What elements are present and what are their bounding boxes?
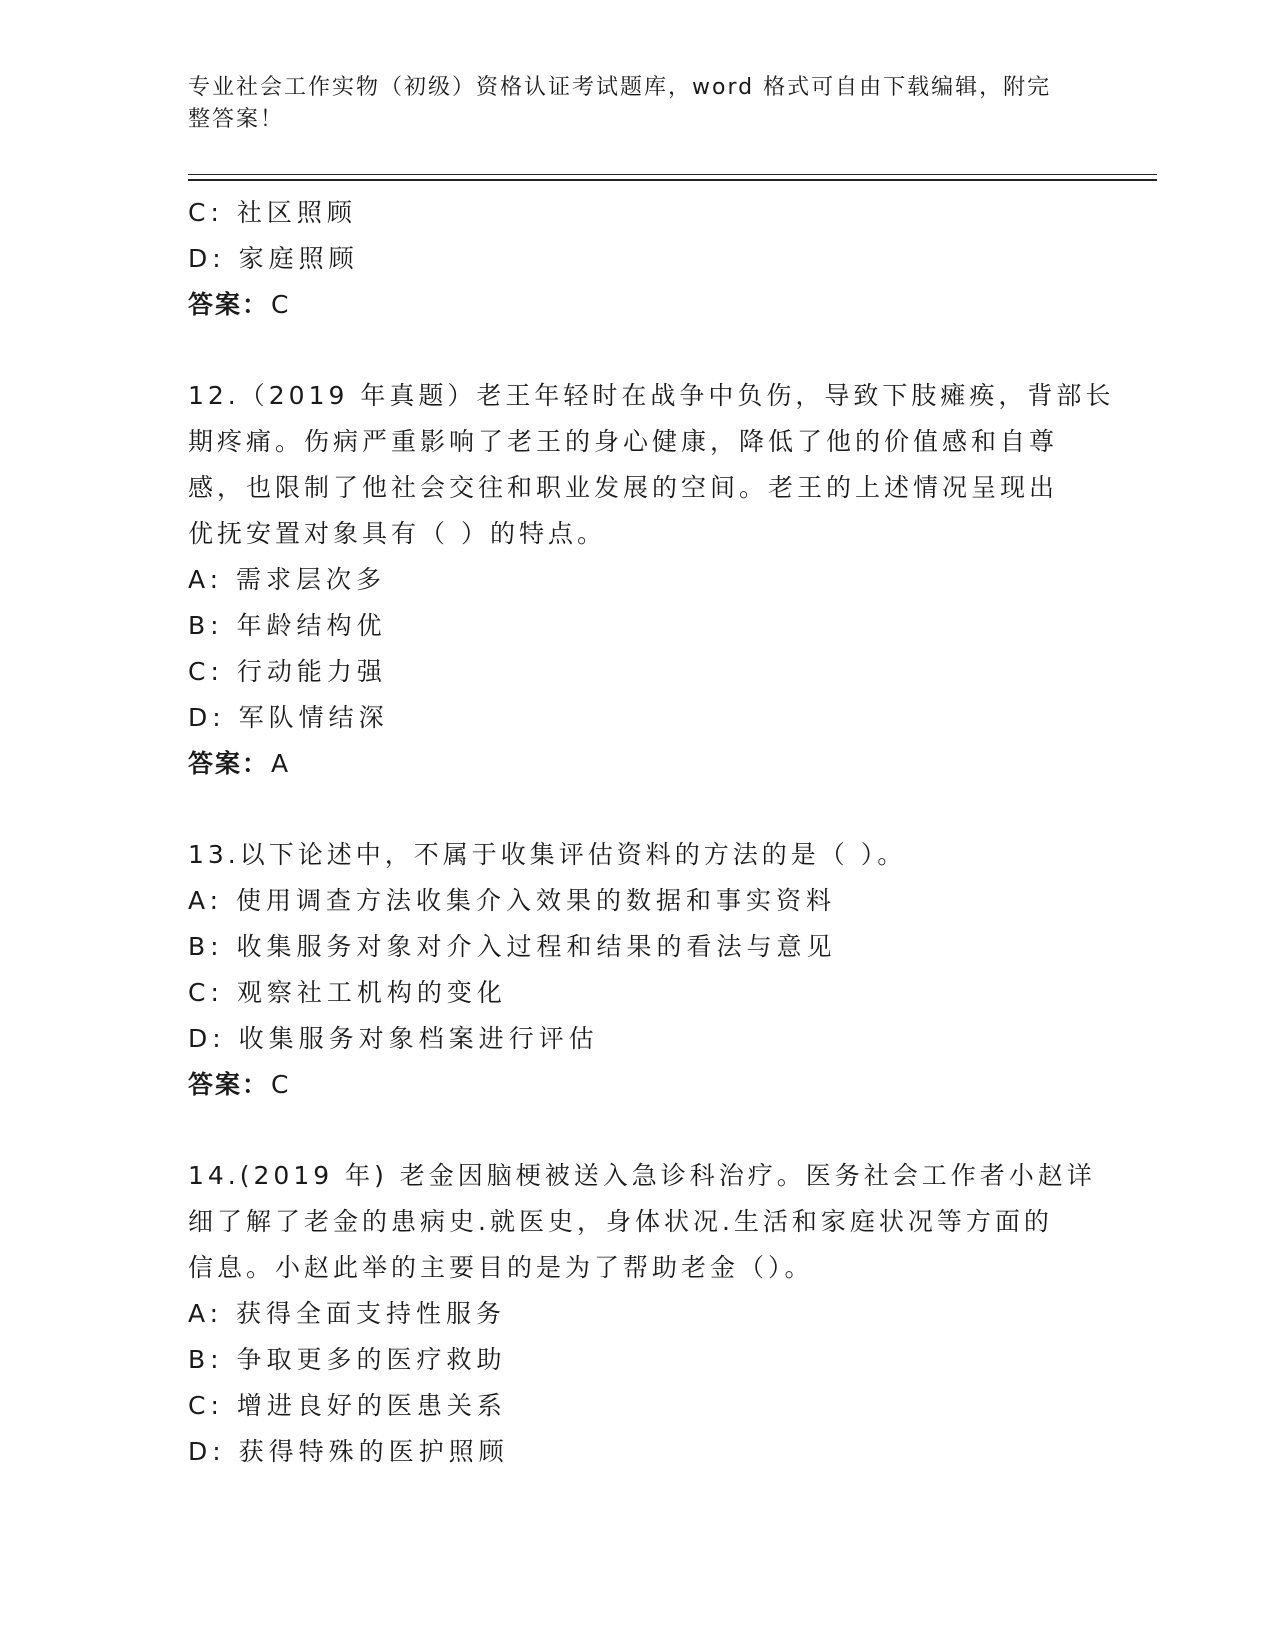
question-line: 感，也限制了他社会交往和职业发展的空间。老王的上述情况呈现出 (188, 473, 1059, 502)
option-b: B: 争取更多的医疗救助 (188, 1345, 507, 1374)
question-13 (188, 832, 1088, 1108)
answer-line (188, 741, 1088, 787)
header-divider-thin (188, 174, 1157, 175)
option-c: C: 社区照顾 (188, 198, 357, 227)
question-line: 14.(2019 年) 老金因脑梗被送入急诊科治疗。医务社会工作者小赵详 (188, 1161, 1096, 1190)
header-line-2: 整答案！ (188, 107, 285, 132)
question-text (188, 832, 1088, 878)
question-line: 13.以下论述中，不属于收集评估资料的方法的是（ ）。 (188, 840, 907, 869)
answer-value: C (271, 290, 291, 319)
question-line: 12.（2019 年真题）老王年轻时在战争中负伤，导致下肢瘫痪，背部长 (188, 381, 1115, 410)
answer-line (188, 1062, 1088, 1108)
spacer (188, 1108, 1088, 1153)
option-b: B: 年龄结构优 (188, 611, 387, 640)
option-d: D: 获得特殊的医护照顾 (188, 1437, 509, 1466)
question-12 (188, 373, 1115, 787)
option-c: C: 观察社工机构的变化 (188, 978, 507, 1007)
answer-label: 答案： (188, 749, 270, 778)
option-c: C: 增进良好的医患关系 (188, 1391, 507, 1420)
answer-line (188, 282, 1088, 328)
header-line-1: 专业社会工作实物（初级）资格认证考试题库，word 格式可自由下载编辑，附完 (188, 75, 1052, 100)
question-text (188, 373, 1115, 557)
spacer (188, 787, 1088, 832)
header-divider-thick (188, 179, 1157, 181)
option-c: C: 行动能力强 (188, 657, 387, 686)
answer-label: 答案： (188, 1070, 270, 1099)
option-a: A: 需求层次多 (188, 565, 387, 594)
answer-value: C (271, 1070, 291, 1099)
question-14 (188, 1153, 1096, 1475)
question-line: 细了解了老金的患病史.就医史，身体状况.生活和家庭状况等方面的 (188, 1207, 1053, 1236)
question-content (188, 190, 1115, 1475)
spacer (188, 328, 1088, 373)
option-a: A: 获得全面支持性服务 (188, 1299, 507, 1328)
answer-label: 答案： (188, 290, 270, 319)
option-d: D: 家庭照顾 (188, 244, 359, 273)
question-11-tail (188, 190, 1088, 328)
question-line: 优抚安置对象具有（ ）的特点。 (188, 519, 606, 548)
question-text (188, 1153, 1096, 1291)
option-d: D: 收集服务对象档案进行评估 (188, 1024, 599, 1053)
question-line: 期疼痛。伤病严重影响了老王的身心健康，降低了他的价值感和自尊 (188, 427, 1059, 456)
answer-value: A (271, 749, 291, 778)
question-line: 信息。小赵此举的主要目的是为了帮助老金（）。 (188, 1253, 814, 1282)
option-d: D: 军队情结深 (188, 703, 389, 732)
option-a: A: 使用调查方法收集介入效果的数据和事实资料 (188, 886, 837, 915)
page-header (188, 72, 1088, 136)
option-b: B: 收集服务对象对介入过程和结果的看法与意见 (188, 932, 837, 961)
